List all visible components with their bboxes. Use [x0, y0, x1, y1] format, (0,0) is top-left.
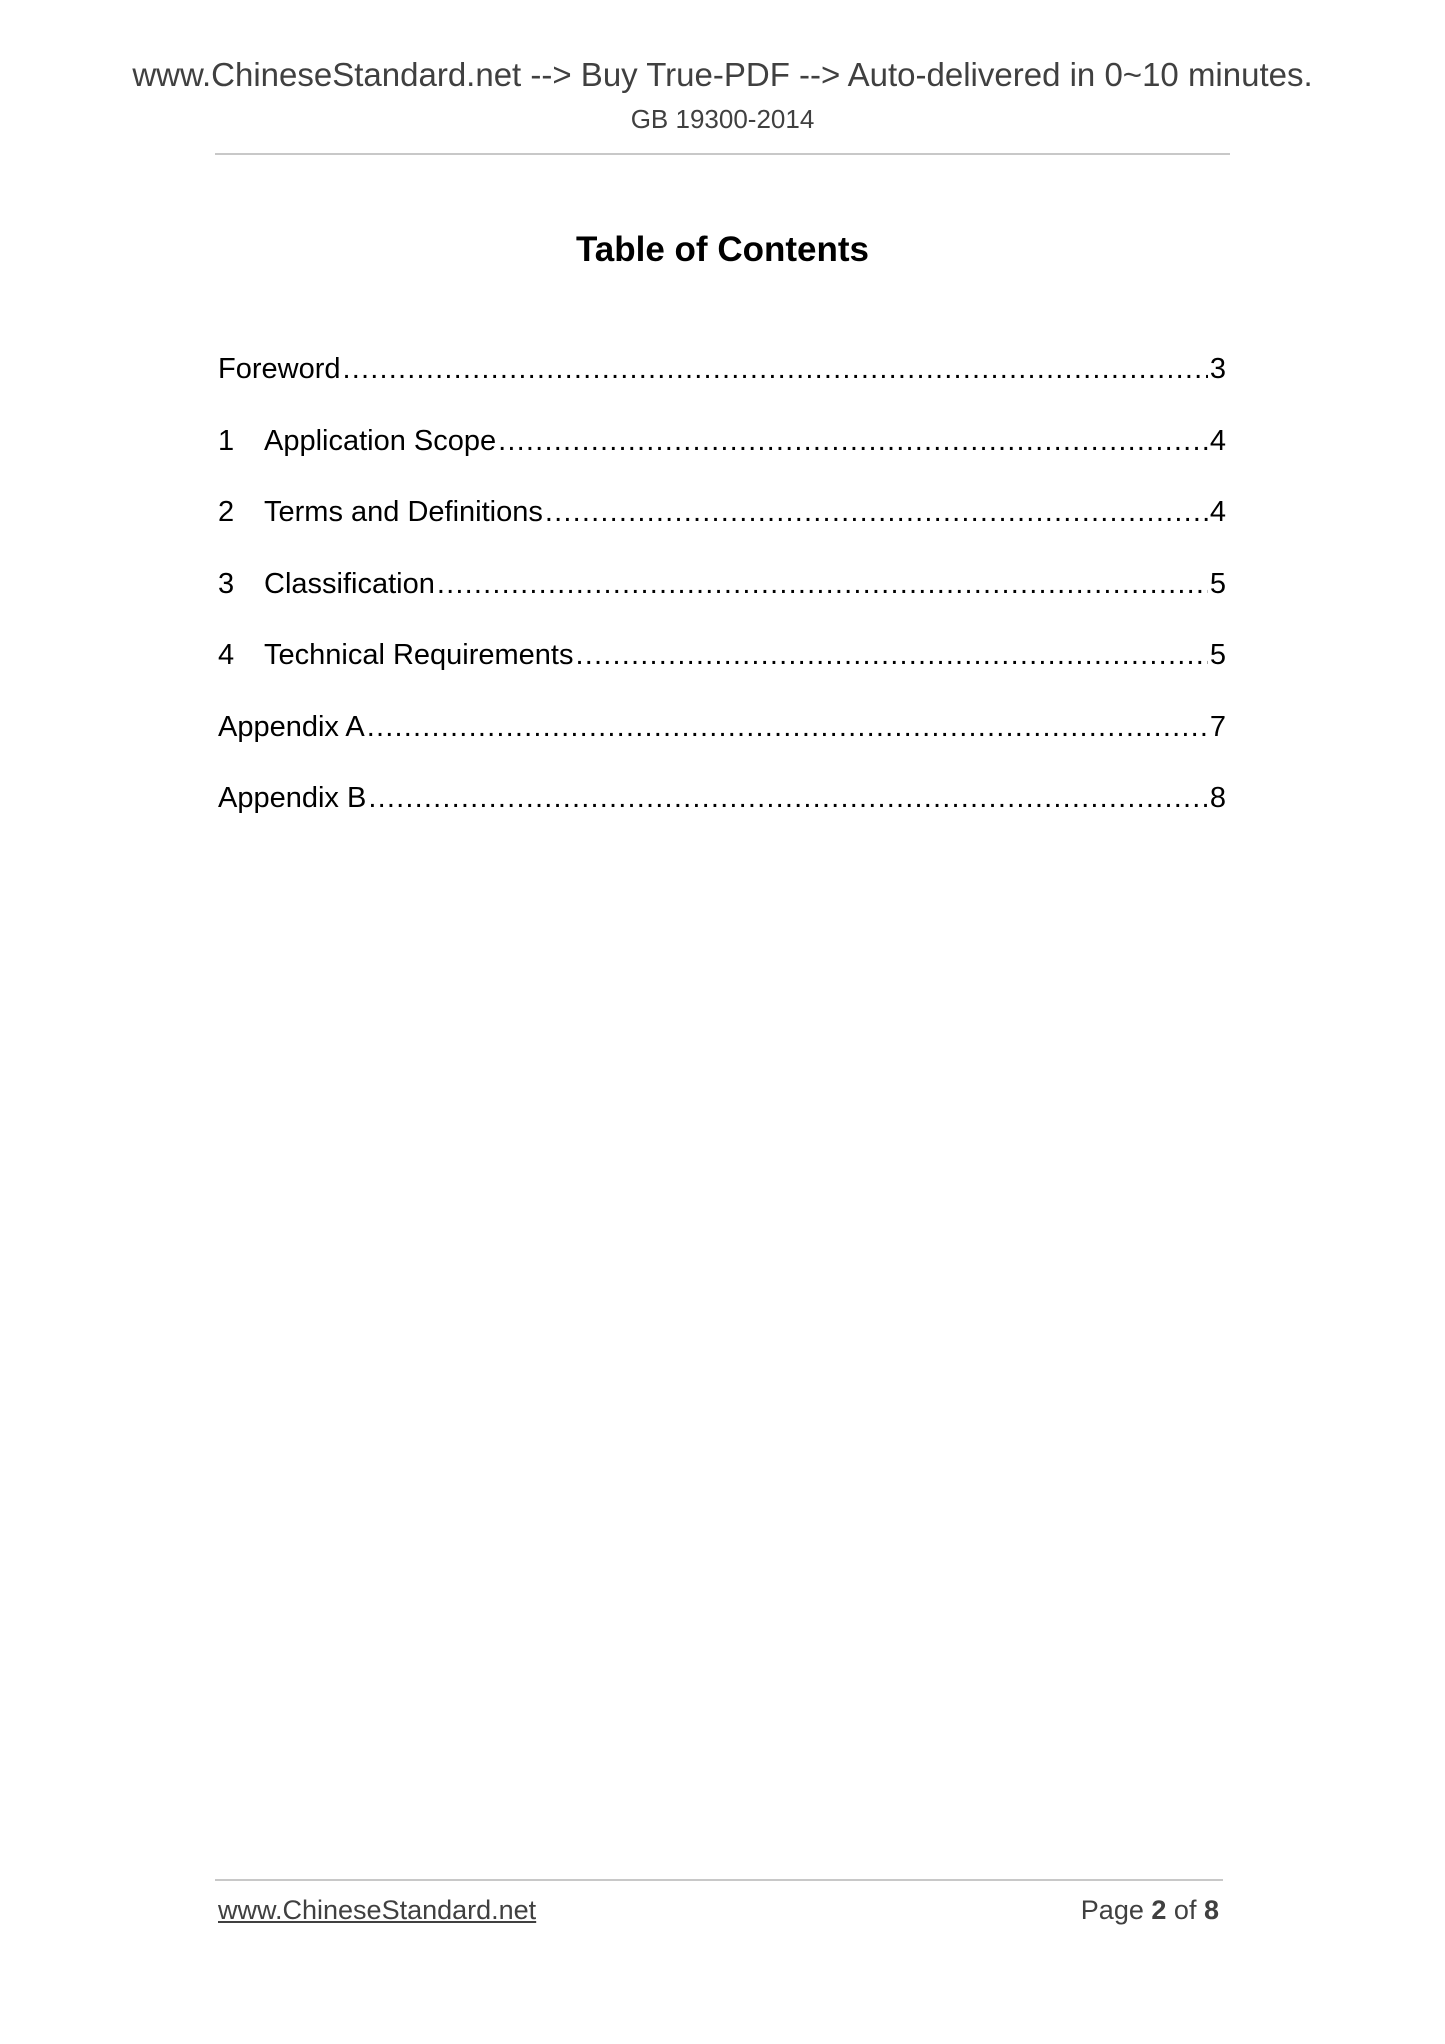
toc-entry-number: 2 [218, 496, 235, 528]
header-banner: www.ChineseStandard.net --> Buy True-PDF --> Auto-delivered in 0~10 minutes. [132, 56, 1313, 93]
toc-dot-leader [437, 565, 1208, 603]
toc-dot-leader [367, 708, 1208, 746]
toc-dot-leader [575, 636, 1207, 674]
toc-entry-label: Application Scope [264, 424, 497, 457]
toc-entry-label: Terms and Definitions [264, 496, 543, 528]
toc-entry-technical-requirements[interactable] [218, 636, 1226, 708]
toc-entry-page: 4 [1209, 496, 1226, 528]
toc-entry-appendix-b[interactable] [218, 779, 1226, 851]
toc-entry-label: Foreword [218, 353, 341, 385]
toc-dot-leader [343, 350, 1208, 388]
toc-entry-terms-and-definitions[interactable] [218, 493, 1226, 565]
toc-entry-label: Technical Requirements [264, 639, 574, 671]
page-prefix: Page [1080, 1895, 1144, 1925]
toc-entry-page: 5 [1209, 567, 1226, 600]
toc-entry-page: 8 [1209, 782, 1226, 814]
footer-divider [215, 1879, 1223, 1881]
toc-dot-leader [498, 422, 1208, 460]
toc-entry-number: 3 [218, 567, 235, 600]
toc-entry-page: 7 [1209, 710, 1226, 743]
toc-entry-appendix-a[interactable] [218, 708, 1226, 780]
toc-entry-number: 1 [218, 424, 235, 457]
toc-entry-label: Appendix B [218, 782, 367, 814]
toc-dot-leader [368, 779, 1208, 817]
toc-list [218, 350, 1226, 851]
toc-entry-foreword[interactable] [218, 350, 1226, 422]
header-divider [215, 153, 1230, 155]
toc-entry-application-scope[interactable] [218, 422, 1226, 494]
toc-entry-classification[interactable] [218, 565, 1226, 637]
page-separator: of [1173, 1895, 1197, 1925]
toc-entry-page: 4 [1209, 424, 1226, 457]
toc-entry-page: 5 [1209, 639, 1226, 671]
toc-title: Table of Contents [576, 230, 869, 269]
toc-entry-label: Appendix A [218, 710, 365, 743]
current-page: 2 [1151, 1895, 1167, 1925]
footer-site-link[interactable]: www.ChineseStandard.net [218, 1895, 537, 1925]
standard-code: GB 19300-2014 [630, 104, 815, 134]
toc-entry-label: Classification [264, 567, 435, 600]
total-pages: 8 [1203, 1895, 1219, 1925]
toc-dot-leader [545, 493, 1208, 531]
footer-page-number [1081, 1895, 1219, 1926]
toc-entry-page: 3 [1209, 353, 1226, 385]
toc-entry-number: 4 [218, 639, 235, 671]
